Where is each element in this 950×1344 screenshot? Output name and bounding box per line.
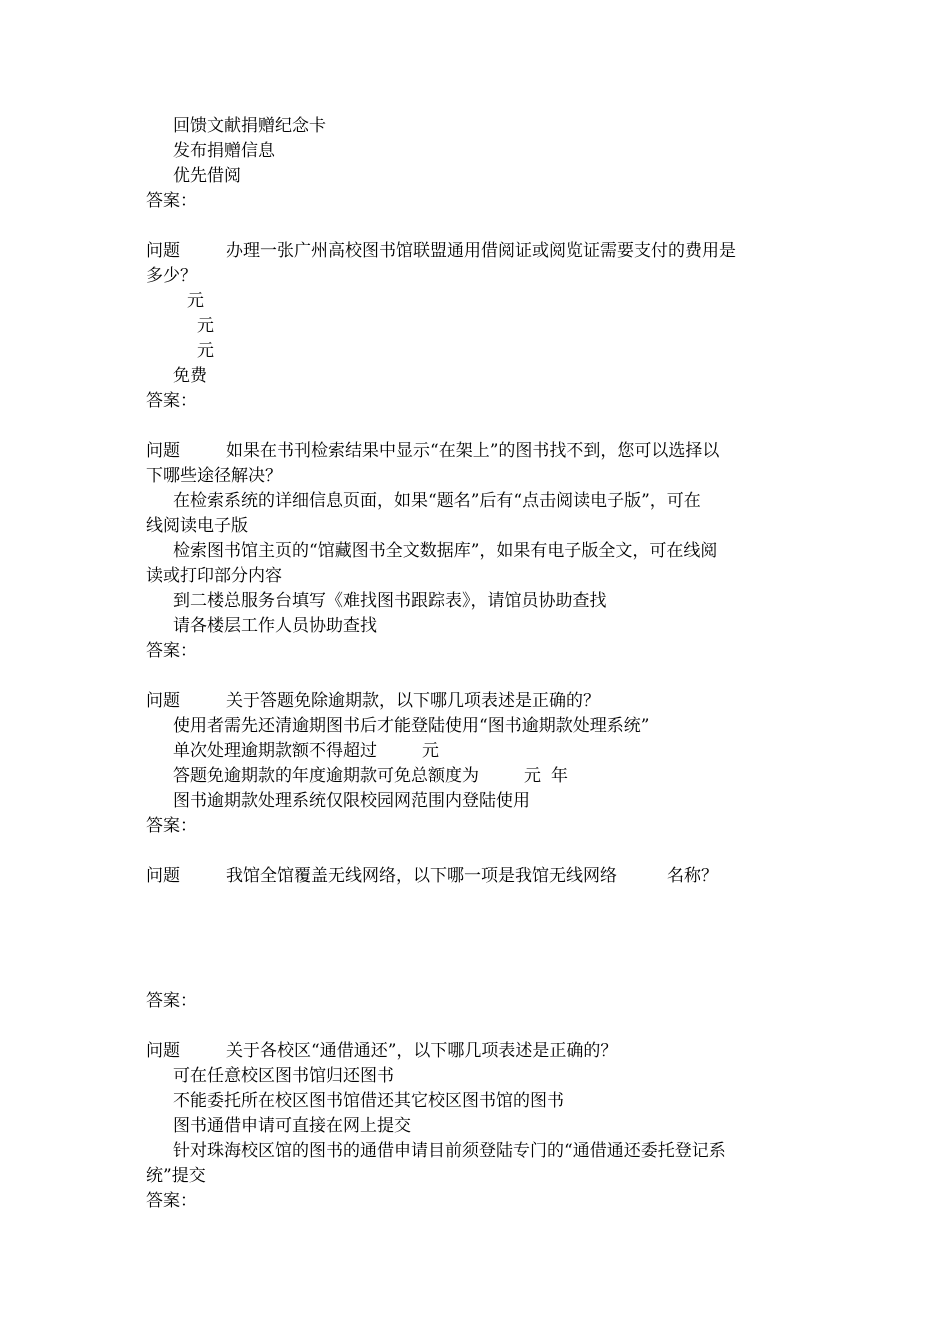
option-text: 针对珠海校区馆的图书的通借申请目前须登陆专门的“通借通还委托登记系 (173, 1141, 726, 1161)
answer-label: 答案： (146, 191, 197, 211)
option-text: 在检索系统的详细信息页面，如果“题名”后有“点击阅读电子版”，可在 (173, 491, 701, 511)
question-label: 问题 (146, 691, 180, 711)
option-text: 发布捐赠信息 (173, 141, 275, 161)
question-label: 问题 (146, 241, 180, 261)
option-unit: 元 (524, 766, 541, 786)
question-label: 问题 (146, 1041, 180, 1061)
question-4 (146, 864, 718, 888)
option-text: 回馈文献捐赠纪念卡 (173, 116, 326, 136)
option-text: 图书逾期款处理系统仅限校园网范围内登陆使用 (173, 791, 530, 811)
question-5 (146, 1039, 617, 1063)
question-label: 问题 (146, 866, 180, 886)
option-unit: 年 (551, 766, 568, 786)
option-text: 元 (197, 316, 214, 336)
answer-label: 答案： (146, 1191, 197, 1211)
option-text: 请各楼层工作人员协助查找 (173, 616, 377, 636)
option-text-part: 答题免逾期款的年度逾期款可免总额度为 (173, 766, 479, 786)
option-text-cont: 线阅读电子版 (146, 516, 248, 536)
question-label: 问题 (146, 441, 180, 461)
question-text-part: 名称？ (667, 866, 718, 886)
question-text: 关于答题免除逾期款，以下哪几项表述是正确的？ (226, 691, 600, 711)
option-text: 元 (187, 291, 204, 311)
answer-label: 答案： (146, 991, 197, 1011)
option-text-part: 单次处理逾期款额不得超过 (173, 741, 377, 761)
option-text: 到二楼总服务台填写《难找图书跟踪表》，请馆员协助查找 (173, 591, 607, 611)
option-text: 元 (197, 341, 214, 361)
question-text: 办理一张广州高校图书馆联盟通用借阅证或阅览证需要支付的费用是 (226, 241, 736, 261)
option-text: 免费 (173, 366, 207, 386)
question-text: 我馆全馆覆盖无线网络，以下哪一项是我馆无线网络 (226, 866, 617, 886)
option-text: 检索图书馆主页的“馆藏图书全文数据库”，如果有电子版全文，可在线阅 (173, 541, 718, 561)
question-text: 关于各校区“通借通还”，以下哪几项表述是正确的？ (226, 1041, 618, 1061)
option-text: 图书通借申请可直接在网上提交 (173, 1116, 411, 1136)
option-text: 优先借阅 (173, 166, 241, 186)
option-unit: 元 (422, 741, 439, 761)
question-text-cont: 多少？ (146, 266, 197, 286)
answer-label: 答案： (146, 641, 197, 661)
question-text-cont: 下哪些途径解决？ (146, 466, 282, 486)
question-1 (146, 239, 736, 263)
option-text: 可在任意校区图书馆归还图书 (173, 1066, 394, 1086)
question-2 (146, 439, 719, 463)
question-text: 如果在书刊检索结果中显示“在架上”的图书找不到，您可以选择以 (226, 441, 720, 461)
option-text (173, 764, 568, 788)
option-text (173, 739, 439, 763)
answer-label: 答案： (146, 816, 197, 836)
option-text-cont: 统”提交 (146, 1166, 206, 1186)
option-text-cont: 读或打印部分内容 (146, 566, 282, 586)
question-3 (146, 689, 600, 713)
option-text: 不能委托所在校区图书馆借还其它校区图书馆的图书 (173, 1091, 564, 1111)
answer-label: 答案： (146, 391, 197, 411)
option-text: 使用者需先还清逾期图书后才能登陆使用“图书逾期款处理系统” (173, 716, 650, 736)
